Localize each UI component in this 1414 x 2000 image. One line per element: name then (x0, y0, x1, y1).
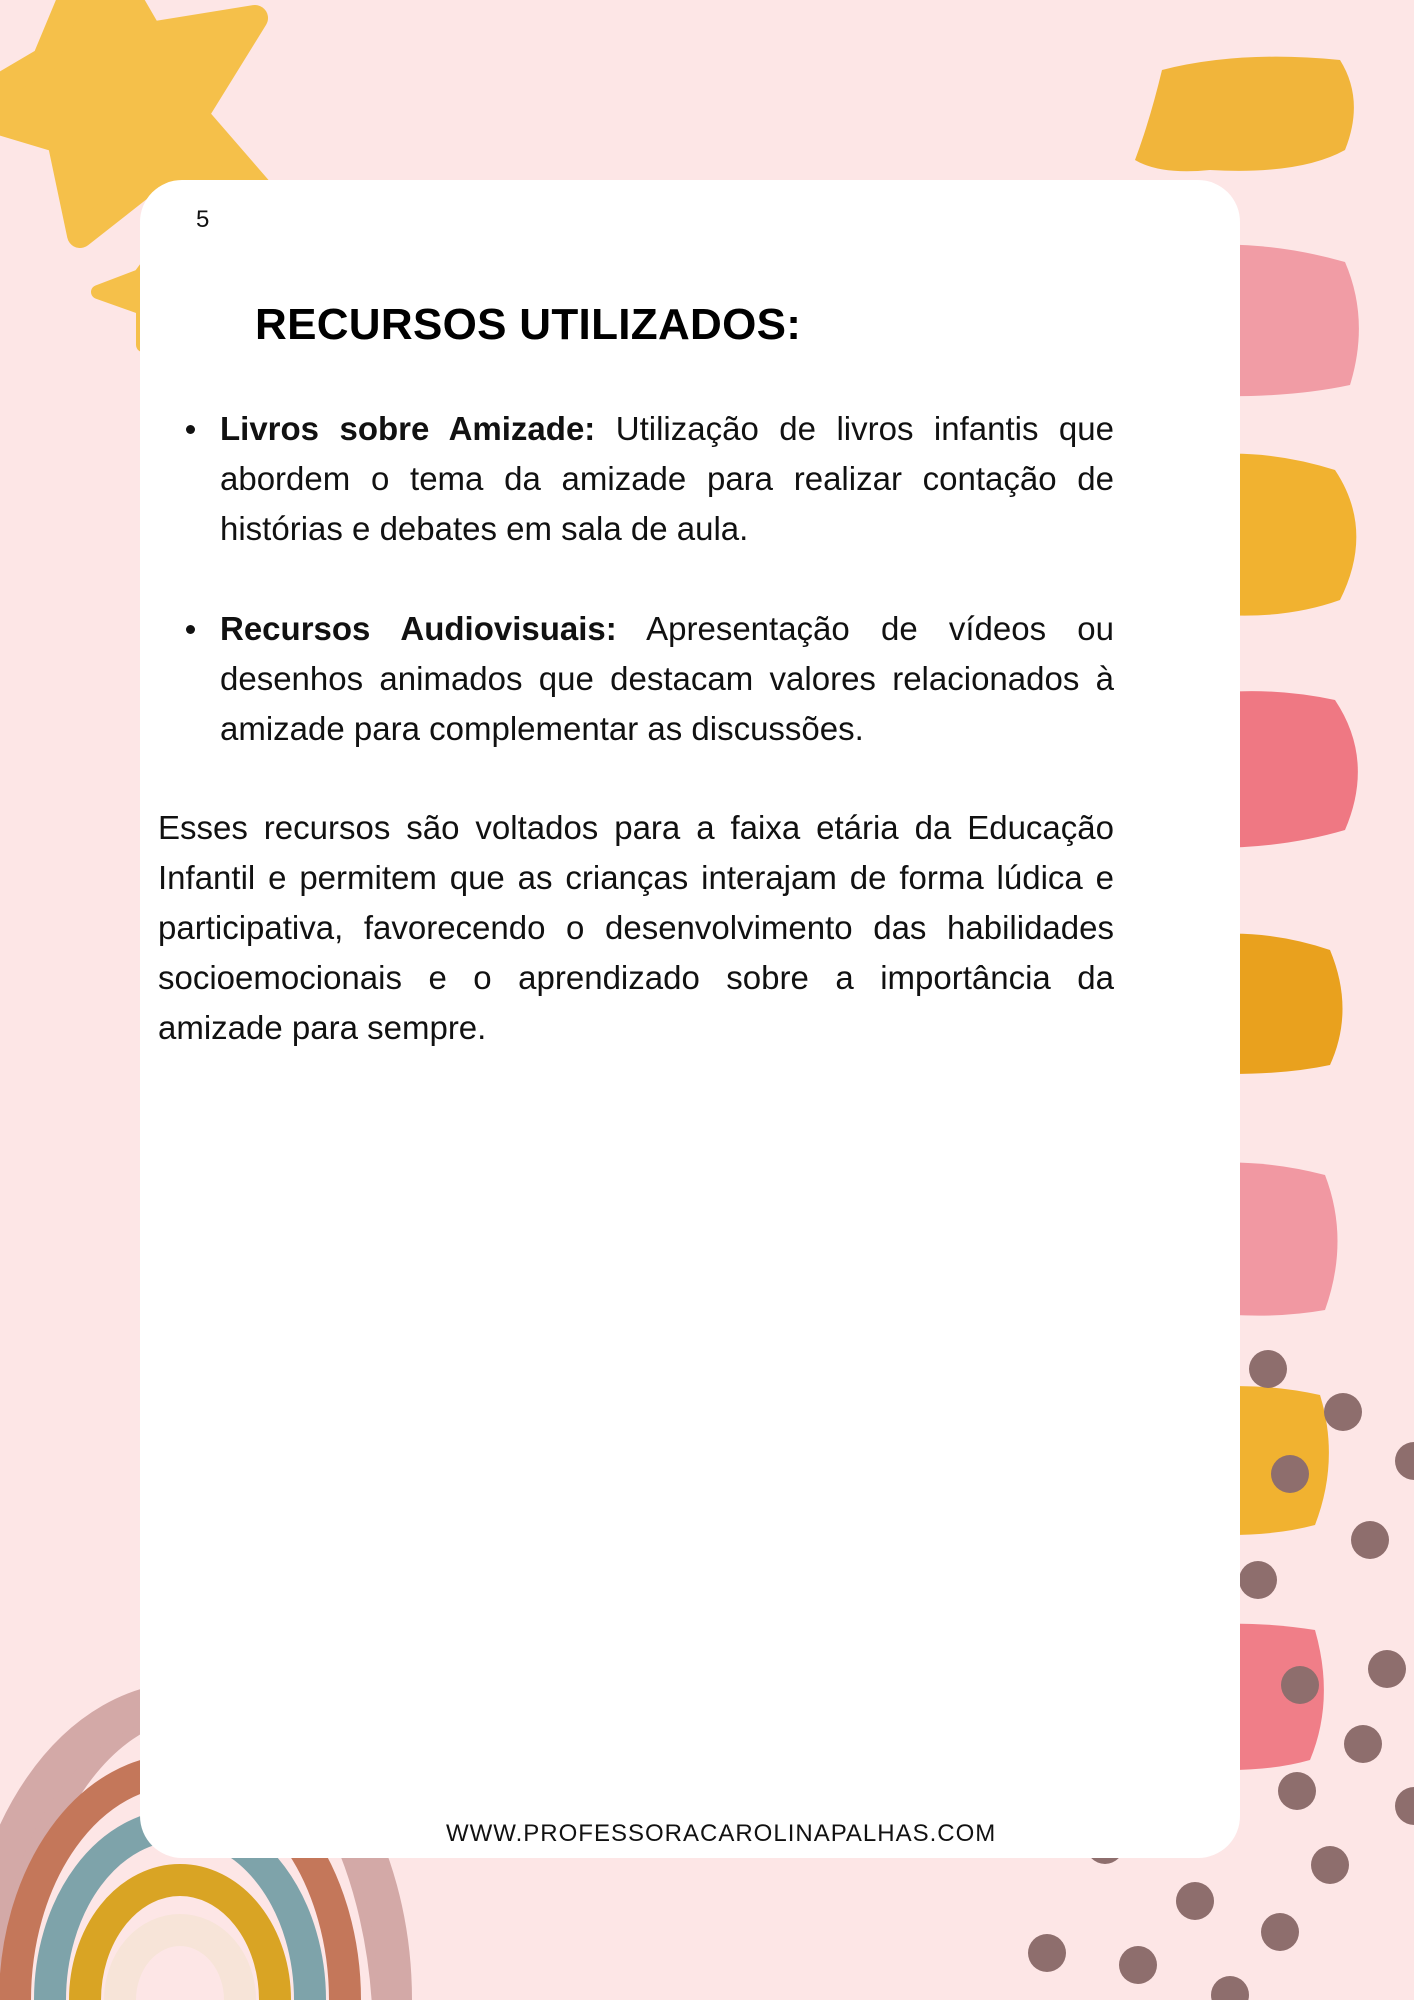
page-number: 5 (196, 206, 210, 233)
list-item-heading: Recursos Audiovisuais: (220, 610, 617, 647)
bullet-icon (186, 625, 195, 634)
list-item (158, 404, 1114, 554)
list-item-text: Utilização de livros infantis que abordem o tema da amizade para realizar contação de histórias e debates em sala de aula. (220, 410, 1114, 547)
list-item-heading: Livros sobre Amizade: (220, 410, 596, 447)
resource-list (158, 404, 1114, 804)
website-footer: WWW.PROFESSORACAROLINAPALHAS.COM (446, 1820, 997, 1847)
page-title: RECURSOS UTILIZADOS: (255, 300, 802, 349)
bullet-icon (186, 425, 195, 434)
summary-paragraph: Esses recursos são voltados para a faixa etária da Educação Infantil e permitem que as crianças interajam de forma lúdica e participativa, favorecendo o desenvolvimento das habilidades socioemocionais e o aprendizado sobre a importância da amizade para sempre. (158, 809, 1114, 1046)
list-item (158, 604, 1114, 754)
list-item-text: Apresentação de vídeos ou desenhos animados que destacam valores relacionados à amizade para complementar as discussões. (220, 610, 1114, 747)
